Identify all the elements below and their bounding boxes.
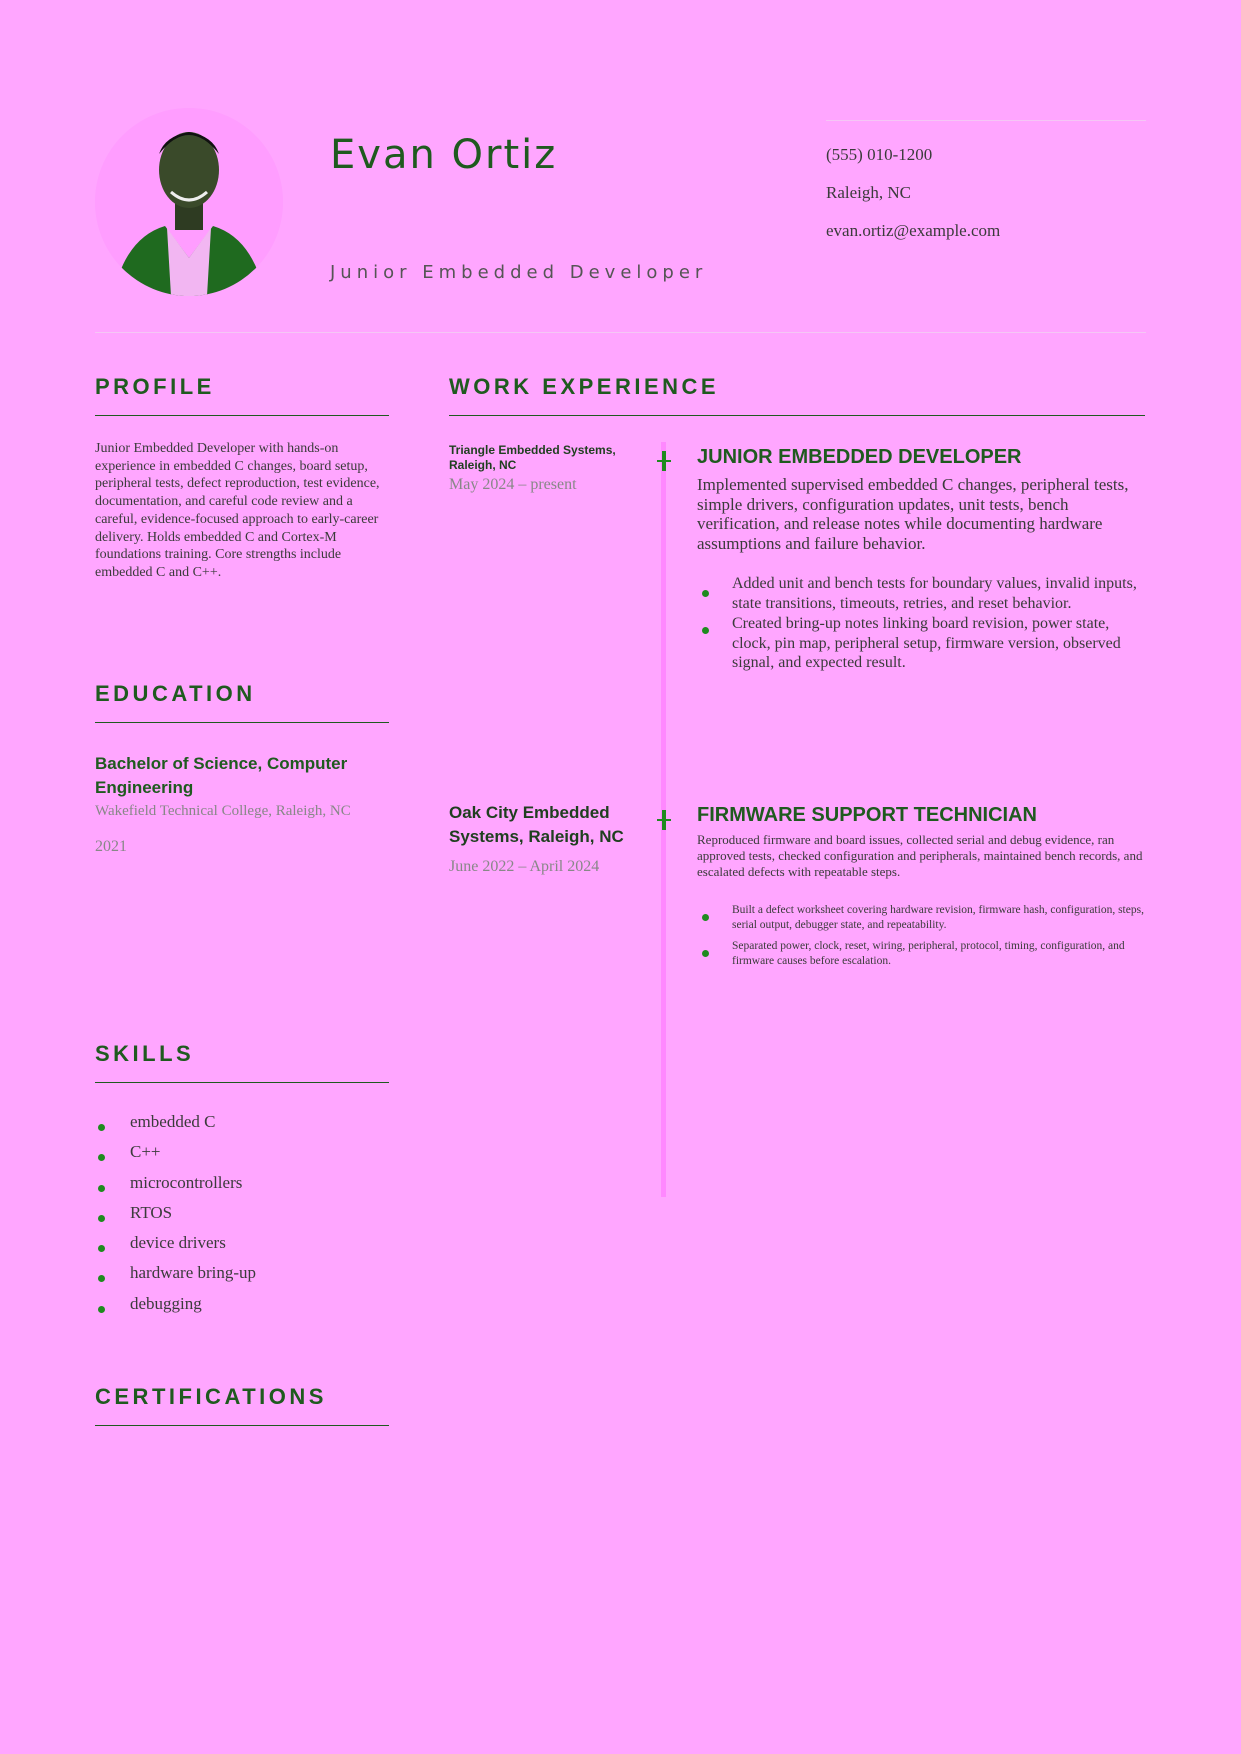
bullet-item: Added unit and bench tests for boundary values, invalid inputs, state transitions, timeouts, retries, and reset behavior. bbox=[697, 574, 1149, 613]
job-role: JUNIOR EMBEDDED DEVELOPER bbox=[697, 446, 1022, 468]
section-rule bbox=[449, 415, 1145, 416]
job-dates: May 2024 – present bbox=[449, 476, 577, 493]
job-company: Oak City Embedded Systems, Raleigh, NC bbox=[449, 803, 624, 846]
contact-phone: (555) 010-1200 bbox=[826, 145, 933, 164]
profile-summary: Junior Embedded Developer with hands-on experience in embedded C changes, board setup, peripheral tests, defect reproduction, test evidence, documentation, and careful code review and a careful, evidence-focused approach to early-career delivery. Holds embedded C and Cortex-M foundations training. Core strengths include embedded C and C++. bbox=[95, 441, 380, 580]
education-year: 2021 bbox=[95, 838, 127, 855]
bullet-icon bbox=[702, 590, 709, 597]
profile-photo bbox=[95, 108, 283, 296]
skill-item: device drivers bbox=[95, 1233, 256, 1263]
candidate-title: Junior Embedded Developer bbox=[330, 262, 708, 283]
bullet-item: Created bring-up notes linking board revision, power state, clock, pin map, peripheral setup, firmware version, observed signal, and expected result. bbox=[697, 614, 1149, 673]
bullet-icon bbox=[98, 1306, 105, 1313]
contact-location: Raleigh, NC bbox=[826, 183, 911, 202]
section-title-certifications: CERTIFICATIONS bbox=[95, 1384, 327, 1409]
bullet-icon bbox=[702, 627, 709, 634]
skill-item: embedded C bbox=[95, 1112, 256, 1142]
skills-list bbox=[95, 1112, 256, 1324]
bullet-icon bbox=[98, 1154, 105, 1161]
section-title-experience: WORK EXPERIENCE bbox=[449, 374, 720, 399]
job-bullets bbox=[697, 903, 1149, 969]
skill-item: microcontrollers bbox=[95, 1173, 256, 1203]
job-role: FIRMWARE SUPPORT TECHNICIAN bbox=[697, 804, 1037, 826]
skill-item: RTOS bbox=[95, 1203, 256, 1233]
timeline-marker bbox=[657, 810, 671, 830]
skill-item: C++ bbox=[95, 1142, 256, 1172]
contact-email: evan.ortiz@example.com bbox=[826, 221, 1001, 240]
skill-item: hardware bring-up bbox=[95, 1263, 256, 1293]
job-description: Reproduced firmware and board issues, collected serial and debug evidence, ran approved tests, checked configuration and peripherals, maintained bench records, and escalated defects with repeatable steps. bbox=[697, 832, 1143, 879]
bullet-item: Separated power, clock, reset, wiring, peripheral, protocol, timing, configuration, and firmware causes before escalation. bbox=[697, 939, 1149, 969]
bullet-item: Built a defect worksheet covering hardware revision, firmware hash, configuration, steps, serial output, debugger state, and repeatability. bbox=[697, 903, 1149, 933]
bullet-icon bbox=[98, 1124, 105, 1131]
timeline-marker bbox=[657, 451, 671, 471]
bullet-icon bbox=[98, 1245, 105, 1252]
education-school: Wakefield Technical College, Raleigh, NC bbox=[95, 803, 351, 819]
section-title-profile: PROFILE bbox=[95, 374, 215, 399]
bullet-icon bbox=[98, 1275, 105, 1282]
skill-item: debugging bbox=[95, 1294, 256, 1324]
bullet-icon bbox=[98, 1185, 105, 1192]
bullet-icon bbox=[98, 1215, 105, 1222]
job-description: Implemented supervised embedded C changes, peripheral tests, simple drivers, configuration updates, unit tests, bench verification, and release notes while documenting hardware assumptions and failure behavior. bbox=[697, 475, 1129, 554]
section-title-education: EDUCATION bbox=[95, 681, 256, 706]
candidate-name: Evan Ortiz bbox=[330, 132, 558, 178]
section-title-skills: SKILLS bbox=[95, 1041, 195, 1066]
section-rule bbox=[95, 1425, 389, 1426]
header-divider bbox=[95, 332, 1146, 333]
job-bullets bbox=[697, 574, 1149, 673]
section-rule bbox=[95, 1082, 389, 1083]
contact-divider bbox=[826, 120, 1146, 121]
job-dates: June 2022 – April 2024 bbox=[449, 858, 600, 875]
section-rule bbox=[95, 415, 389, 416]
bullet-icon bbox=[702, 914, 709, 921]
bullet-icon bbox=[702, 950, 709, 957]
job-company: Triangle Embedded Systems, Raleigh, NC bbox=[449, 443, 616, 472]
section-rule bbox=[95, 722, 389, 723]
education-degree: Bachelor of Science, Computer Engineering bbox=[95, 754, 348, 797]
